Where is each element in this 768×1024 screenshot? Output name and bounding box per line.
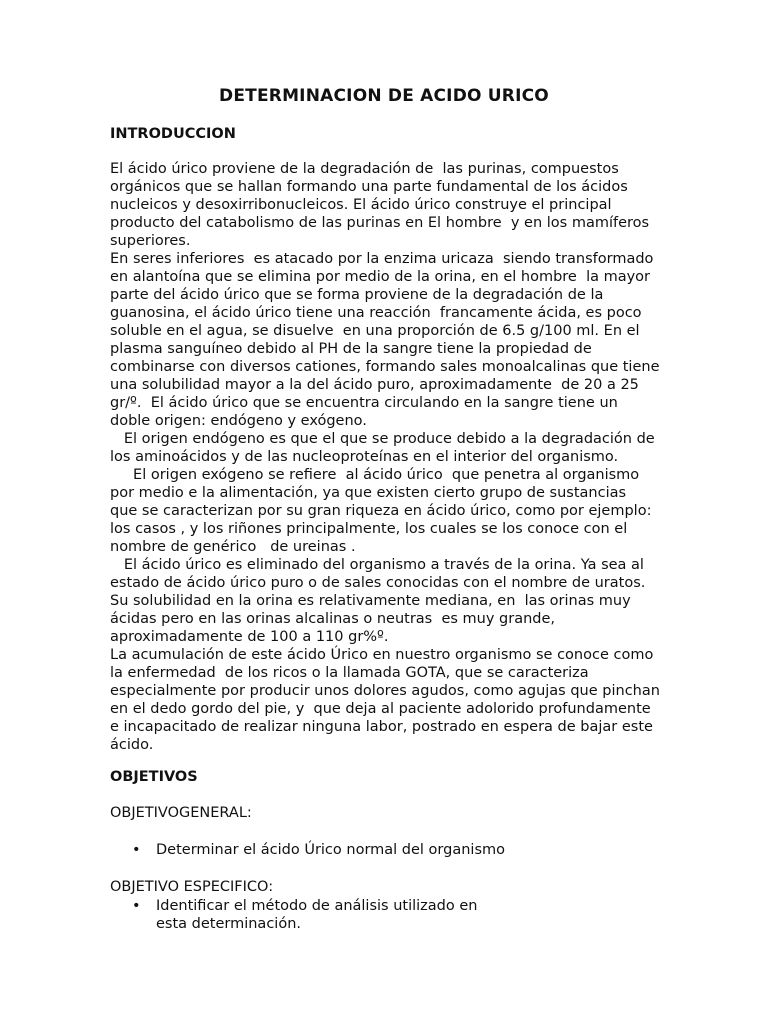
intro-body (110, 160, 665, 754)
list-item (110, 841, 670, 859)
paragraph: El ácido úrico proviene de la degradación de las purinas, compuestos orgánicos que se hallan formando una parte fundamental de los ácidos nucleicos y desoxirribonucleicos. El ácido úrico construye el principal producto del catabolismo de las purinas en El hombre y en los mamíferos superiores. (110, 161, 654, 249)
specific-objective-label: OBJETIVO ESPECIFICO: (110, 879, 274, 895)
paragraph: En seres inferiores es atacado por la enzima uricaza siendo transformado en alantoína que se elimina por medio de la orina, en el hombre la mayor parte del ácido úrico que se forma proviene de la degradación de la guanosina, el ácido úrico tiene una reacción francamente ácida, es poco soluble en el agua, se disuelve en una proporción de 6.5 g/100 ml. En el plasma sanguíneo debido al PH de la sangre tiene la propiedad de combinarse con diversos cationes, formando sales monoalcalinas que tiene una solubilidad mayor a la del ácido puro, aproximadamente de 20 a 25 gr/º. El ácido úrico que se encuentra circulando en la sangre tiene un doble origen: endógeno y exógeno. (110, 251, 665, 429)
paragraph: El origen endógeno es que el que se produce debido a la degradación de los aminoácidos y de las nucleoproteínas en el interior del organismo. (110, 431, 660, 465)
page-title: DETERMINACION DE ACIDO URICO (219, 86, 549, 106)
general-objective-text: Determinar el ácido Úrico normal del organismo (156, 842, 505, 858)
paragraph: El ácido úrico es eliminado del organismo a través de la orina. Ya sea al estado de ácido úrico puro o de sales conocidas con el nombre de uratos. Su solubilidad en la orina es relativamente mediana, en las orinas muy ácidas pero en las orinas alcalinas o neutras es muy grande, aproximadamente de 100 a 110 gr%º. (110, 557, 650, 645)
specific-objective-text: Identificar el método de análisis utilizado en esta determinación. (156, 898, 478, 932)
objectives-heading: OBJETIVOS (110, 769, 198, 785)
general-objective-label: OBJETIVOGENERAL: (110, 805, 252, 821)
bullet-icon: • (132, 898, 141, 914)
paragraph: La acumulación de este ácido Úrico en nuestro organismo se conoce como la enfermedad de los ricos o la llamada GOTA, que se caracteriza especialmente por producir unos dolores agudos, como agujas que pinchan en el dedo gordo del pie, y que deja al paciente adolorido profundamente e incapacitado de realizar ninguna labor, postrado en espera de bajar este ácido. (110, 647, 665, 753)
intro-heading: INTRODUCCION (110, 126, 236, 142)
list-item (110, 897, 630, 933)
bullet-icon: • (132, 842, 141, 858)
paragraph: El origen exógeno se refiere al ácido úrico que penetra al organismo por medio e la alimentación, ya que existen cierto grupo de sustancias que se caracterizan por su gran riqueza en ácido úrico, como por ejemplo: los casos , y los riñones principalmente, los cuales se los conoce con el nombre de genérico de ureinas . (110, 467, 657, 555)
